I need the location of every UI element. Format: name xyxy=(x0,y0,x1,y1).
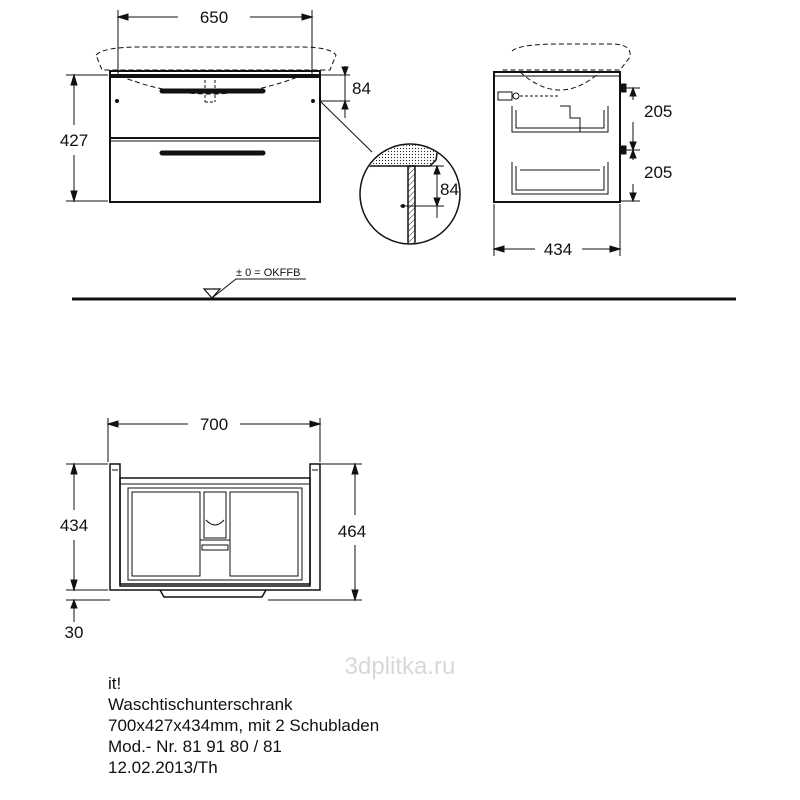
lower-handle xyxy=(160,151,265,155)
product-model-number: Mod.- Nr. 81 91 80 / 81 xyxy=(108,737,282,756)
floor-reference xyxy=(72,279,736,299)
top-view xyxy=(66,418,362,622)
top-inner-frame xyxy=(120,478,310,584)
watermark: 3dplitka.ru xyxy=(344,653,456,680)
product-brand: it! xyxy=(108,674,122,693)
detail-offset-label: 84 xyxy=(440,180,459,199)
detail-countertop xyxy=(360,130,437,166)
product-dimensions: 700x427x434mm, mit 2 Schubladen xyxy=(108,716,380,735)
top-width-label: 700 xyxy=(199,415,229,434)
front-height-label: 427 xyxy=(59,131,89,150)
top-gap-label: 30 xyxy=(64,623,84,642)
side-cabinet xyxy=(494,72,620,202)
side-upper-label: 205 xyxy=(644,102,673,121)
side-lower-label: 205 xyxy=(644,163,673,182)
front-width-label: 650 xyxy=(199,8,229,27)
top-cabinet-shell xyxy=(110,464,320,590)
top-depth-right-label: 464 xyxy=(337,522,367,541)
side-view xyxy=(494,44,640,256)
product-date: 12.02.2013/Th xyxy=(108,758,218,777)
detail-panel xyxy=(408,166,415,262)
side-depth-label: 434 xyxy=(543,240,573,259)
front-view xyxy=(66,10,372,202)
top-handle xyxy=(160,590,266,597)
top-depth-left-label: 434 xyxy=(59,516,89,535)
upper-handle xyxy=(160,89,265,93)
product-info xyxy=(108,673,379,778)
front-offset-label: 84 xyxy=(352,79,371,98)
product-name: Waschtischunterschrank xyxy=(108,695,293,714)
basin-outline xyxy=(96,47,336,70)
floor-reference-label: ± 0 = OKFFB xyxy=(236,267,301,279)
